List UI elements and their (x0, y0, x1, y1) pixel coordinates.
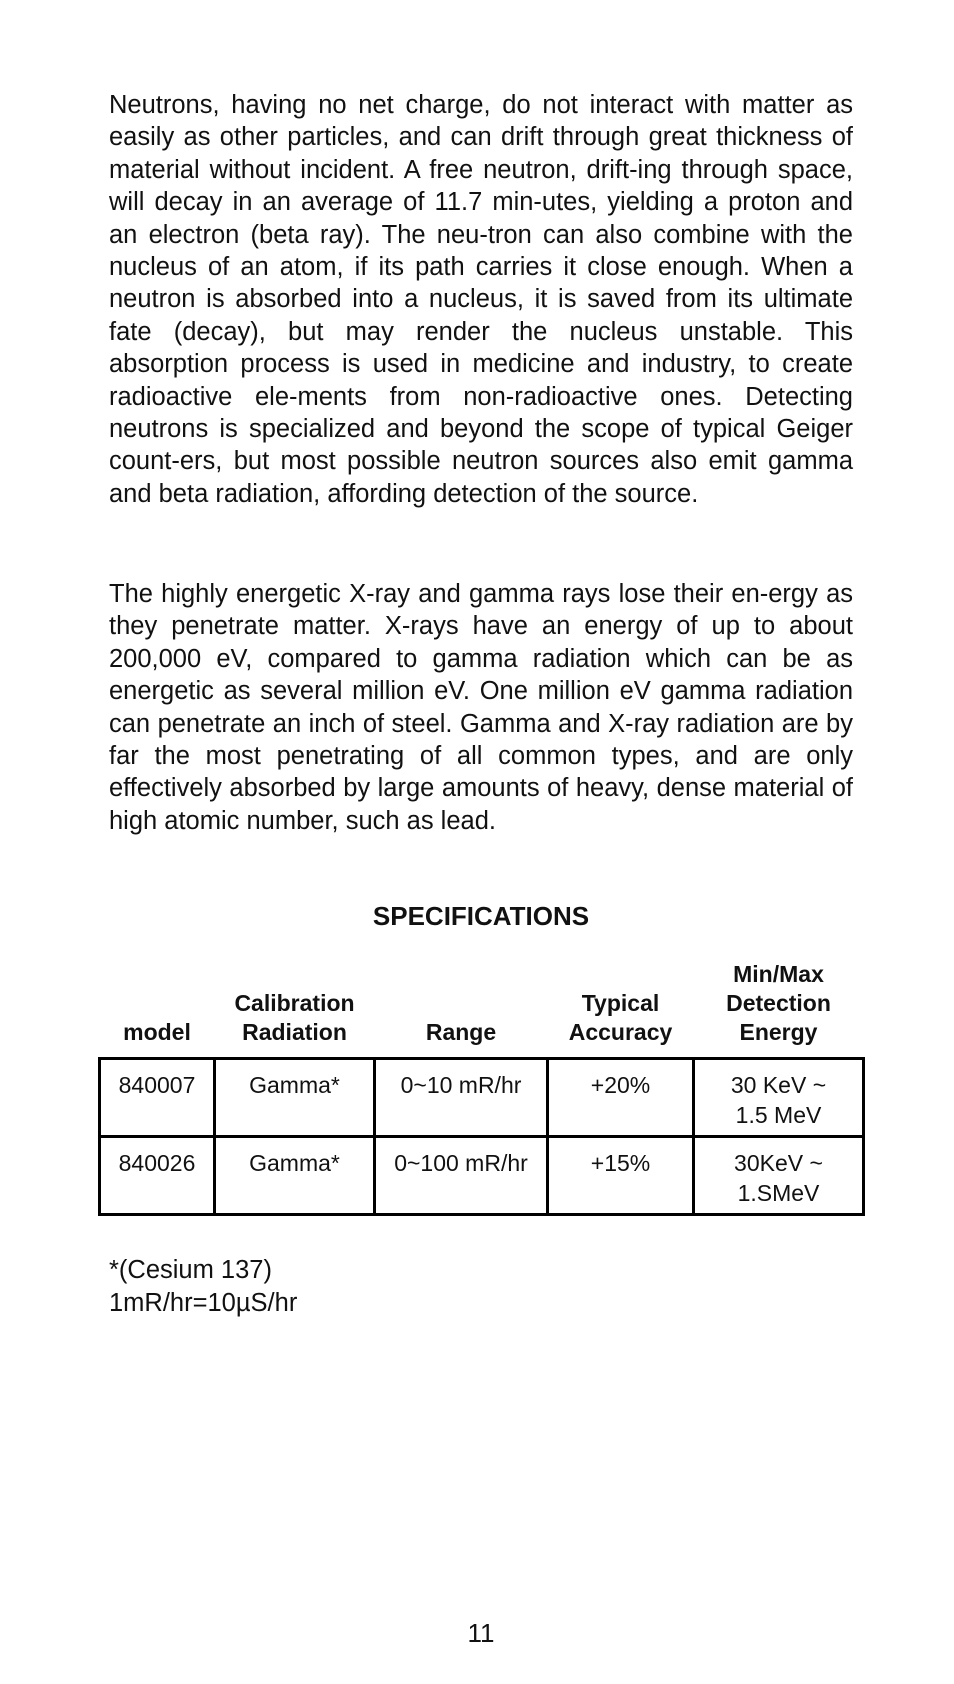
cell-accuracy: +15% (548, 1137, 694, 1215)
paragraph-neutrons: Neutrons, having no net charge, do not interact with matter as easily as other particles, and can drift through great thickness of material without incident. A free neutron, drift-ing through space, will decay in an average of 11.7 min-utes, yielding a proton and an electron (beta ray). The neu-tron can also combine with the nucleus of an atom, if its path carries it close enough. When a neutron is absorbed into a nucleus, it is saved from its ultimate fate (decay), but may render the nucleus unstable. This absorption process is used in medicine and industry, to create radioactive ele-ments from non-radioactive ones. Detecting neutrons is specialized and beyond the scope of typical Geiger count-ers, but most possible neutron sources also emit gamma and beta radiation, affording detection of the source. (109, 91, 853, 508)
cell-calibration: Gamma* (215, 1059, 375, 1137)
cell-range: 0~10 mR/hr (375, 1059, 548, 1137)
table-row (100, 1137, 864, 1215)
specifications-heading: SPECIFICATIONS (372, 901, 590, 931)
footnote-conversion: 1mR/hr=10µS/hr (109, 1289, 298, 1317)
column-header-calibration-radiation: Calibration Radiation (234, 990, 355, 1045)
cell-calibration: Gamma* (215, 1137, 375, 1215)
cell-model: 840026 (100, 1137, 215, 1215)
table-header-row (100, 960, 864, 1059)
cell-accuracy: +20% (548, 1059, 694, 1137)
cell-energy: 30KeV ~ 1.SMeV (694, 1137, 864, 1215)
column-header-detection-energy: Min/Max Detection Energy (726, 961, 831, 1045)
cell-energy: 30 KeV ~ 1.5 MeV (694, 1059, 864, 1137)
page-number: 11 (467, 1618, 495, 1648)
table-row (100, 1059, 864, 1137)
column-header-typical-accuracy: Typical Accuracy (568, 990, 673, 1045)
column-header-range: Range (425, 1019, 497, 1045)
paragraph-xray-gamma: The highly energetic X-ray and gamma rays lose their en-ergy as they penetrate matter. X-rays have an energy of up to about 200,000 eV, compared to gamma radiation which can be as energetic as several million eV. One million eV gamma radiation can penetrate an inch of steel. Gamma and X-ray radiation are by far the most penetrating of all common types, and are only effectively absorbed by large amounts of heavy, dense material of high atomic number, such as lead. (109, 580, 853, 835)
column-header-model: model (123, 1019, 191, 1045)
footnote-cesium: *(Cesium 137) (109, 1256, 272, 1284)
cell-range: 0~100 mR/hr (375, 1137, 548, 1215)
footnotes (109, 1254, 297, 1320)
cell-model: 840007 (100, 1059, 215, 1137)
specifications-table (98, 960, 865, 1216)
